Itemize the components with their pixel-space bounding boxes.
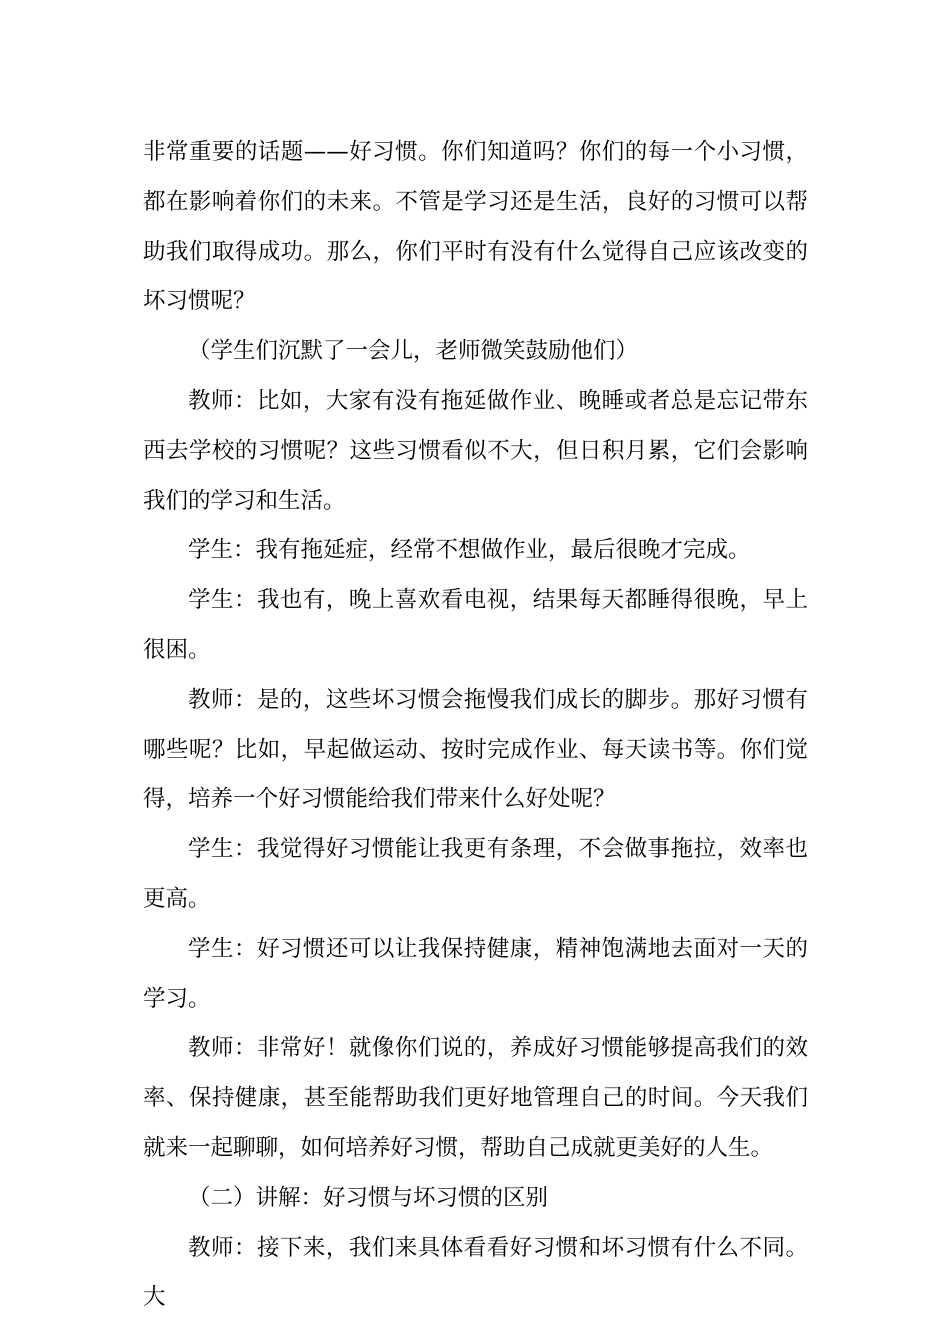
paragraph-student-tv: 学生：我也有，晚上喜欢看电视，结果每天都睡得很晚，早上很困。 (143, 587, 808, 663)
paragraph-teacher-examples: 教师：比如，大家有没有拖延做作业、晚睡或者总是忘记带东西去学校的习惯呢？这些习惯看似不大，但日积月累，它们会影响我们的学习和生活。 (143, 387, 808, 514)
paragraph-student-healthy: 学生：好习惯还可以让我保持健康，精神饱满地去面对一天的学习。 (143, 935, 808, 1012)
paragraph-teacher-next: 教师：接下来，我们来具体看看好习惯和坏习惯有什么不同。大 (143, 1234, 808, 1311)
paragraph-stage-direction: （学生们沉默了一会儿，老师微笑鼓励他们） (188, 338, 639, 365)
paragraph-teacher-summary: 教师：非常好！就像你们说的，养成好习惯能够提高我们的效率、保持健康，甚至能帮助我们更好地管理自己的时间。今天我们就来一起聊聊，如何培养好习惯，帮助自己成就更美好的人生。 (143, 1035, 808, 1161)
document-body (143, 128, 808, 1323)
paragraph-teacher-good-habits: 教师：是的，这些坏习惯会拖慢我们成长的脚步。那好习惯有哪些呢？比如，早起做运动、按时完成作业、每天读书等。你们觉得，培养一个好习惯能给我们带来什么好处呢？ (143, 686, 808, 813)
section-heading-explanation: （二）讲解：好习惯与坏习惯的区别 (188, 1184, 549, 1211)
paragraph-student-organized: 学生：我觉得好习惯能让我更有条理，不会做事拖拉，效率也更高。 (143, 836, 808, 912)
paragraph-continued-intro: 非常重要的话题——好习惯。你们知道吗？你们的每一个小习惯，都在影响着你们的未来。不管是学习还是生活，良好的习惯可以帮助我们取得成功。那么，你们平时有没有什么觉得自己应该改变的坏习惯呢？ (143, 139, 808, 315)
paragraph-student-procrastination: 学生：我有拖延症，经常不想做作业，最后很晚才完成。 (188, 537, 751, 564)
